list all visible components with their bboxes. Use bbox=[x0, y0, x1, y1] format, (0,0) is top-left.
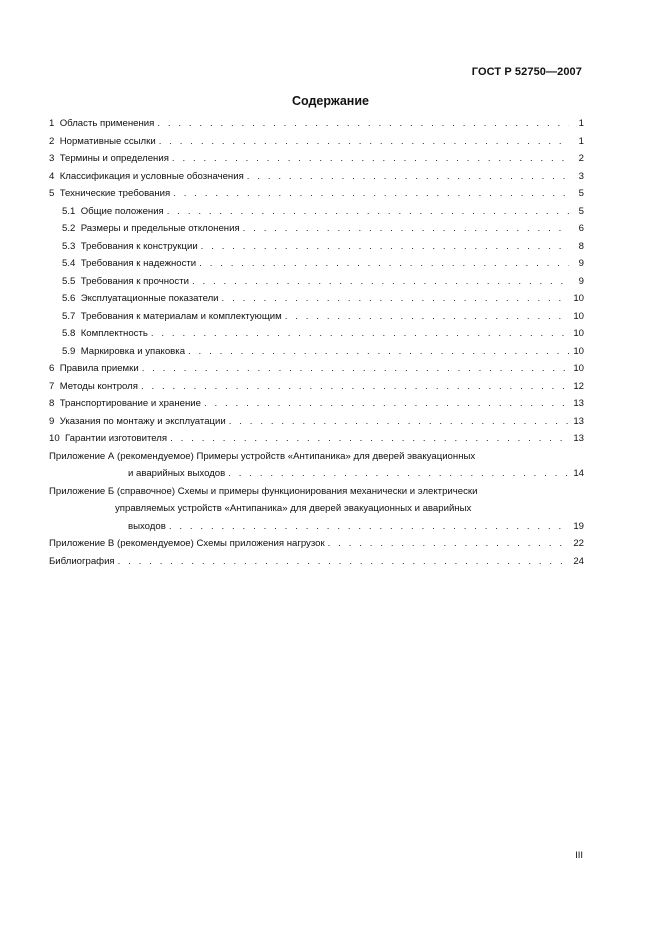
appendix-b-line3: выходов bbox=[128, 520, 166, 532]
toc-item[interactable]: 8 Транспортирование и хранение . . . 13 bbox=[49, 395, 584, 413]
toc-item[interactable]: 2 Нормативные ссылки . . . 1 bbox=[49, 133, 584, 151]
toc-subitem[interactable]: 5.5 Требования к прочности . . . 9 bbox=[49, 273, 584, 291]
toc-item[interactable]: 7 Методы контроля . . . 12 bbox=[49, 378, 584, 396]
table-of-contents bbox=[49, 115, 584, 570]
toc-item[interactable]: 9 Указания по монтажу и эксплуатации . . . 13 bbox=[49, 413, 584, 431]
appendix-a-line1: Приложение А (рекомендуемое) Примеры устройств «Антипаника» для дверей эвакуационных bbox=[49, 450, 476, 462]
toc-appendix-a[interactable] bbox=[49, 448, 584, 483]
toc-subitem[interactable]: 5.2 Размеры и предельные отклонения . . . 6 bbox=[49, 220, 584, 238]
appendix-a-page: 14 bbox=[573, 468, 584, 479]
toc-subitem[interactable]: 5.4 Требования к надежности . . . 9 bbox=[49, 255, 584, 273]
appendix-b-line1: Приложение Б (справочное) Схемы и примеры функционирования механически и электрически bbox=[49, 485, 478, 497]
toc-bibliography[interactable] bbox=[49, 553, 584, 571]
toc-item[interactable]: 1 Область применения . . . 1 bbox=[49, 115, 584, 133]
toc-item[interactable]: 3 Термины и определения . . . 2 bbox=[49, 150, 584, 168]
toc-subitem[interactable]: 5.1 Общие положения . . . 5 bbox=[49, 203, 584, 221]
toc-title: Содержание bbox=[291, 94, 369, 108]
toc-item[interactable]: 6 Правила приемки . . . 10 bbox=[49, 360, 584, 378]
toc-item[interactable]: 5 Технические требования . . . 5 bbox=[49, 185, 584, 203]
toc-subitem[interactable]: 5.7 Требования к материалам и комплектующим . . . 10 bbox=[49, 308, 584, 326]
appendix-b-line2: управляемых устройств «Антипаника» для дверей эвакуационных и аварийных bbox=[115, 503, 472, 514]
bibliography-page: 24 bbox=[573, 555, 584, 567]
toc-subitem[interactable]: 5.3 Требования к конструкции . . . 8 bbox=[49, 238, 584, 256]
appendix-v-page: 22 bbox=[573, 538, 584, 549]
toc-appendix-v[interactable] bbox=[49, 535, 584, 553]
appendix-b-page: 19 bbox=[573, 520, 584, 532]
toc-appendix-b[interactable] bbox=[49, 483, 584, 536]
toc-subitem[interactable]: 5.8 Комплектность . . . 10 bbox=[49, 325, 584, 343]
document-code: ГОСТ Р 52750—2007 bbox=[471, 66, 582, 78]
page-number: III bbox=[575, 850, 583, 861]
toc-item[interactable]: 10 Гарантии изготовителя . . . 13 bbox=[49, 430, 584, 448]
bibliography-text: Библиография bbox=[49, 555, 115, 567]
appendix-a-line2: и аварийных выходов bbox=[128, 468, 226, 479]
appendix-v-text: Приложение В (рекомендуемое) Схемы приложения нагрузок bbox=[49, 538, 325, 549]
toc-item[interactable]: 4 Классификация и условные обозначения . . . 3 bbox=[49, 168, 584, 186]
toc-subitem[interactable]: 5.6 Эксплуатационные показатели . . . 10 bbox=[49, 290, 584, 308]
toc-subitem[interactable]: 5.9 Маркировка и упаковка . . . 10 bbox=[49, 343, 584, 361]
